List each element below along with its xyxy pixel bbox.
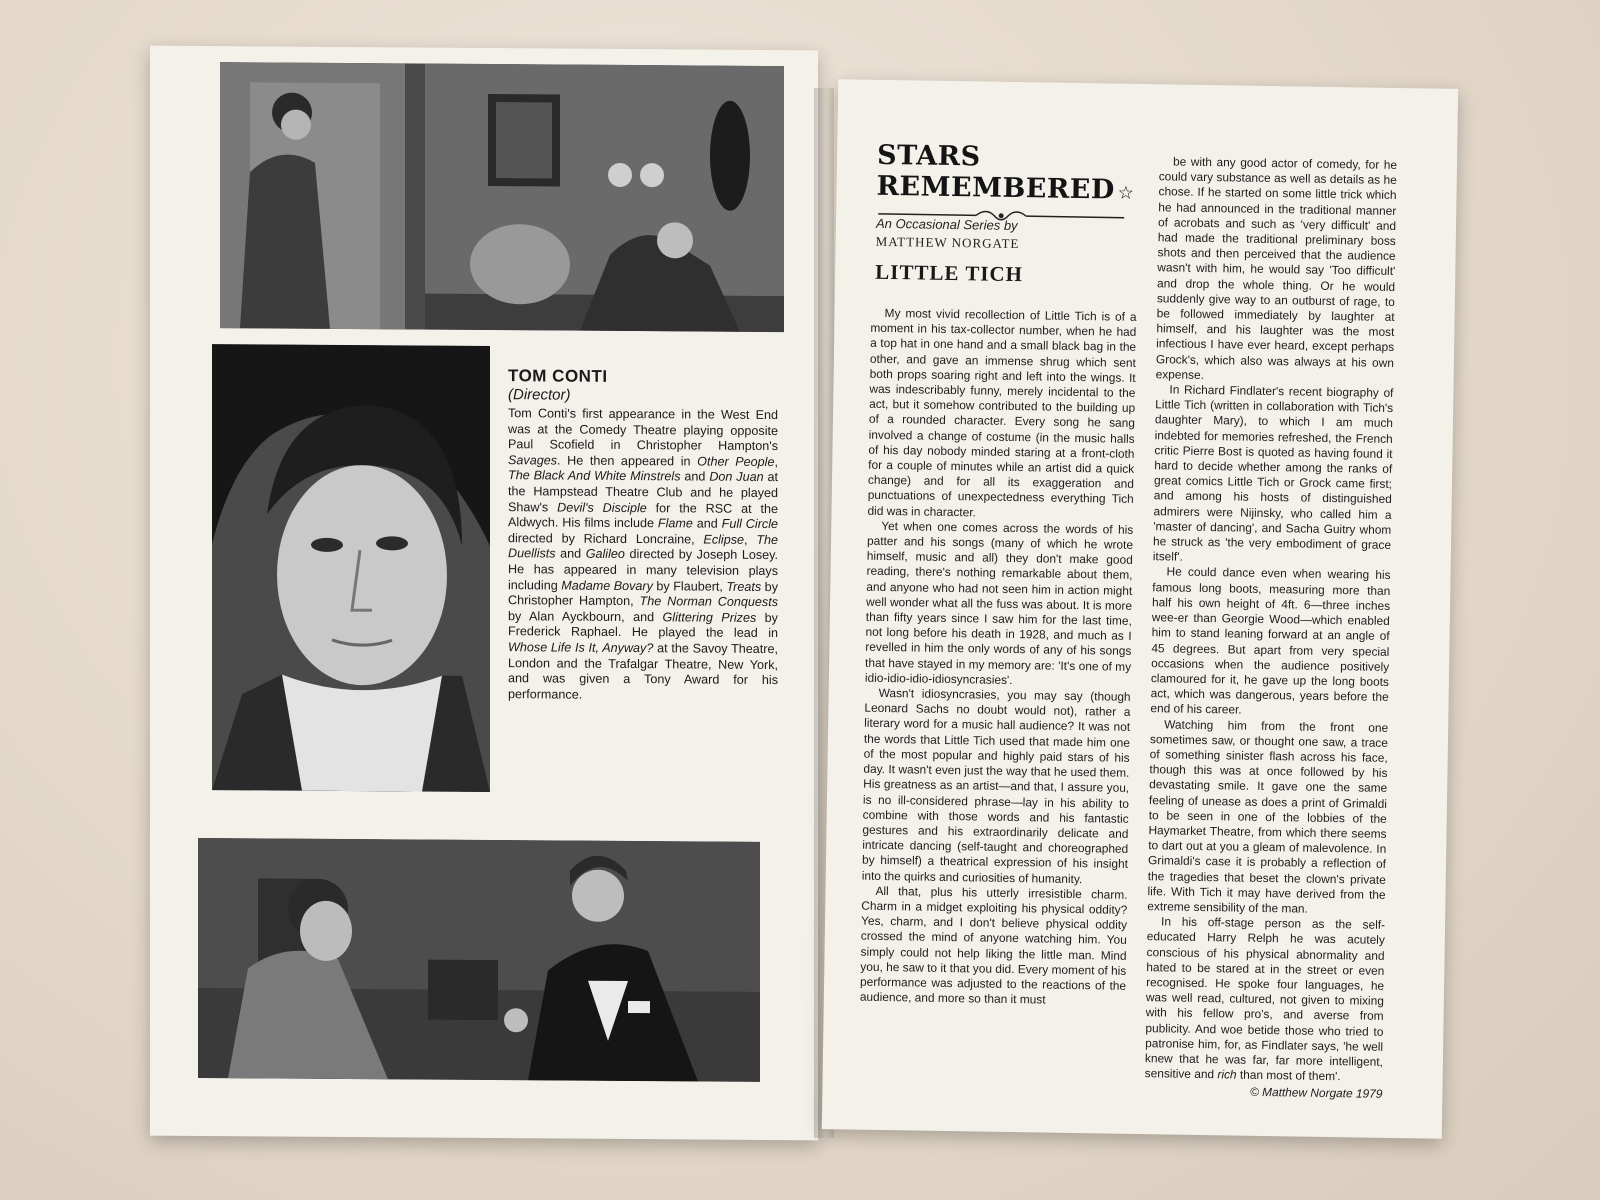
article-column-1 [860,306,1137,1009]
director-role: (Director) [508,386,571,404]
article-paragraph: He could dance even when wearing his famous long boots, measuring more than half his own height of 4ft. 6—three inches wee-er than Georgie Wood—which enabled him to stand leaning forward at an angle of 45 degrees. But apart from very special occasions when the audience positively clamoured for it, he gave up the long boots act, which was dangerous, years before the end of his career. [1150,564,1391,717]
director-portrait-photo [212,344,490,792]
director-bio [508,366,778,704]
author-name: MATTHEW NORGATE [875,233,1020,252]
series-masthead [876,140,1137,226]
series-label: An Occasional Series by [875,215,1018,234]
article-paragraph: Wasn't idiosyncrasies, you may say (though Leonard Sachs no doubt would not), rather a literary word for a music hall audience? It was not the words that Little Tich used that made him one of the most popular and highly paid stars of his day. It wasn't even just the way that he used them. His greatness as an artist—and that, I assure you, is no ill-considered phrase—lay in his ability to combine with those words and his fantastic gestures and his extraordinarily delicate and intricate dancing (self-taught and choreographed by himself) a theatrical expression of his insight into the quirks and curiosities of humanity. [861,685,1131,886]
director-name: TOM CONTI [508,366,608,386]
article-paragraph: In his off-stage person as the self-educated Harry Relph he was acutely conscious of his physical abnormality and hated to be stared at in the street or even recognised. He spoke four languages, he was well read, cultured, not given to mixing with his fellow pro's, and averse from publicity. And woe betide those who tried to patronise him, for, as Findlater says, 'he well knew that he was far, far more intelligent, sensitive and rich than most of them'. [1144,914,1386,1084]
article-paragraph: In Richard Findlater's recent biography of Little Tich (written in collaboration with Tich's daughter Mary), to which I am much indebted for memories refreshed, the French critic Pierre Bost is quoted as having found it hard to decide whether among the ranks of great comics Little Tich or Grock came first; and among his hosts of distinguished admirers were Nijinsky, who called him a 'master of dancing', and Sacha Guitry whom he struck as 'the very embodiment of grace itself'. [1152,382,1394,564]
top-stage-photo [220,62,784,332]
star-icon: ☆ [1117,182,1135,203]
article-column-2 [1144,154,1397,1102]
bottom-stage-photo [198,838,760,1082]
article-paragraph: My most vivid recollection of Little Tich is of a moment in his tax-collector number, when he had a top hat in one hand and a small black bag in the other, and gave an immense shrug which sent both props soaring right and left into the wings. It was indescribably funny, merely incidental to the act, but it somehow contributed to the building up of a rounded character. Every song he sang involved a change of costume (in the music halls of his day nobody minded staring at a front-cloth for a couple of minutes while an artist did a quick change) and for all its exaggeration and punctuations of unexpectedness everything Tich did was in character. [867,305,1137,520]
director-bio-text: Tom Conti's first appearance in the West End was at the Comedy Theatre playing opposite Paul Scofield in Christopher Hampton's Savages. He then appeared in Other People, The Black And White Minstrels and Don Juan at the Hampstead Theatre Club and he played Shaw's Devil's Disciple for the RSC at the Aldwych. His films include Flame and Full Circle directed by Richard Loncraine, Eclipse, The Duellists and Galileo directed by Joseph Losey. He has appeared in many television plays including Madame Bovary by Flaubert, Treats by Christopher Hampton, The Norman Conquests by Alan Ayckbourn, and Glittering Prizes by Frederick Raphael. He played the lead in Whose Life Is It, Anyway? at the Savoy Theatre, London and the Trafalgar Theatre, New York, and was given a Tony Award for his performance. [508,406,779,702]
masthead-title: STARS REMEMBERED [876,139,1116,206]
copyright-line: © Matthew Norgate 1979 [1249,1085,1383,1102]
right-page [822,79,1458,1139]
article-paragraph: All that, plus his utterly irresistible charm. Charm in a midget exploiting his physical oddity? Yes, charm, and I don't believe physical oddity crossed the mind of anyone watching him. You simply could not help liking the little man. Mind you, he saw to it that you did. Every moment of his performance was adjusted to the reactions of the audience, and more so than it must [859,883,1128,1007]
article-paragraph: Yet when one comes across the words of his patter and his songs (many of which he wrote himself, music and all) they don't make good reading, there's nothing remarkable about them, and anyone who had not seen him in action might well wonder what all the fuss was about. It is more than fifty years since I saw him for the last time, not long before his death in 1928, and much as I revelled in him the only words of any of his songs that have stayed in my memory are: 'It's one of my idio-idio-idio-idiosyncrasies'. [864,518,1134,687]
programme-spread [150,48,1458,1138]
article-title: LITTLE TICH [875,259,1024,287]
left-page [150,46,818,1141]
article-paragraph: Watching him from the front one sometimes saw, or thought one saw, a trace of something sinister flash across his face, though this was at once followed by his devastating smile. It gave one the same feeling of unease as does a print of Grimaldi to be seen in one of the lobbies of the Haymarket Theatre, from which there seems to dart out at you a gleam of malevolence. In Grimaldi's case it is probably a reflection of the tragedies that beset the clown's private life. With Tich it may have derived from the extreme sensibility of the man. [1147,716,1389,916]
article-column-2-text [1145,154,1398,1085]
article-paragraph: be with any good actor of comedy, for he could vary substance as well as details as he chose. If he started on some little trick which he had announced in the traditional manner of acrobats and such as 'very difficult' and had made the traditional preliminary boss shots and then perceived that the audience wasn't with him, he would say 'Too difficult' and drop the whole thing. Or he would suddenly give way to an outburst of rage, to be followed immediately by laughter at himself, and his laughter was the most infectious I have ever heard, except perhaps Grock's, which also was always at his own expense. [1155,154,1398,382]
